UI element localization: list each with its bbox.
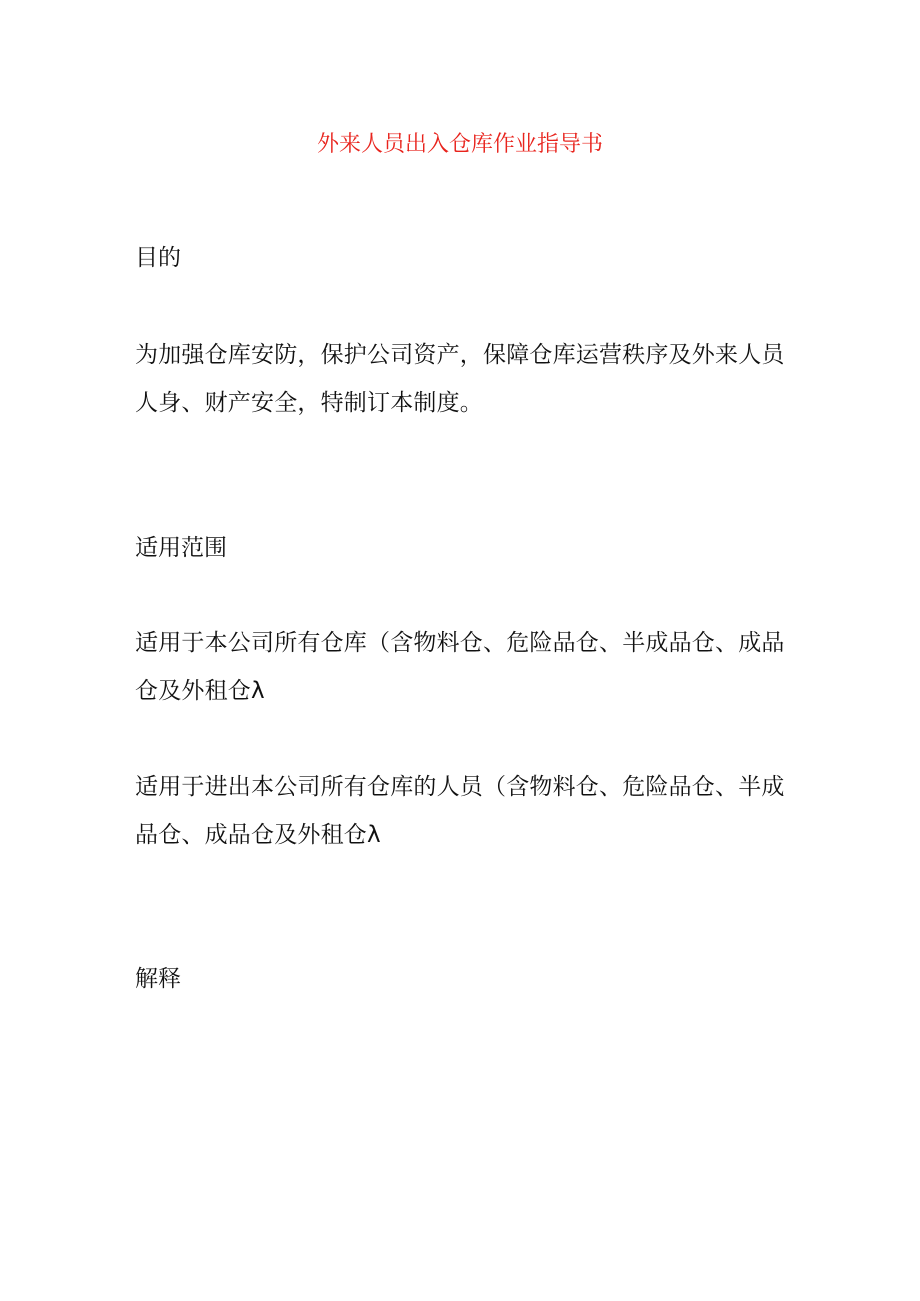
scope-paragraph-1 [135, 619, 795, 715]
purpose-line-1: 为加强仓库安防，保护公司资产，保障仓库运营秩序及外来人员 [135, 342, 785, 368]
scope-para2-line-2: 品仓、成品仓及外租仓λ [135, 822, 381, 848]
scope-paragraph-2 [135, 763, 795, 859]
section-heading-definitions: 解释 [135, 966, 181, 992]
purpose-paragraph [135, 331, 795, 427]
scope-para2-line-1: 适用于进出本公司所有仓库的人员（含物料仓、危险品仓、半成 [135, 774, 785, 800]
scope-para1-line-2: 仓及外租仓λ [135, 678, 265, 704]
section-heading-purpose: 目的 [135, 245, 181, 271]
document-title: 外来人员出入仓库作业指导书 [316, 132, 603, 157]
scope-para1-line-1: 适用于本公司所有仓库（含物料仓、危险品仓、半成品仓、成品 [135, 630, 785, 656]
section-heading-scope: 适用范围 [135, 535, 227, 561]
purpose-line-2: 人身、财产安全，特制订本制度。 [135, 390, 483, 416]
